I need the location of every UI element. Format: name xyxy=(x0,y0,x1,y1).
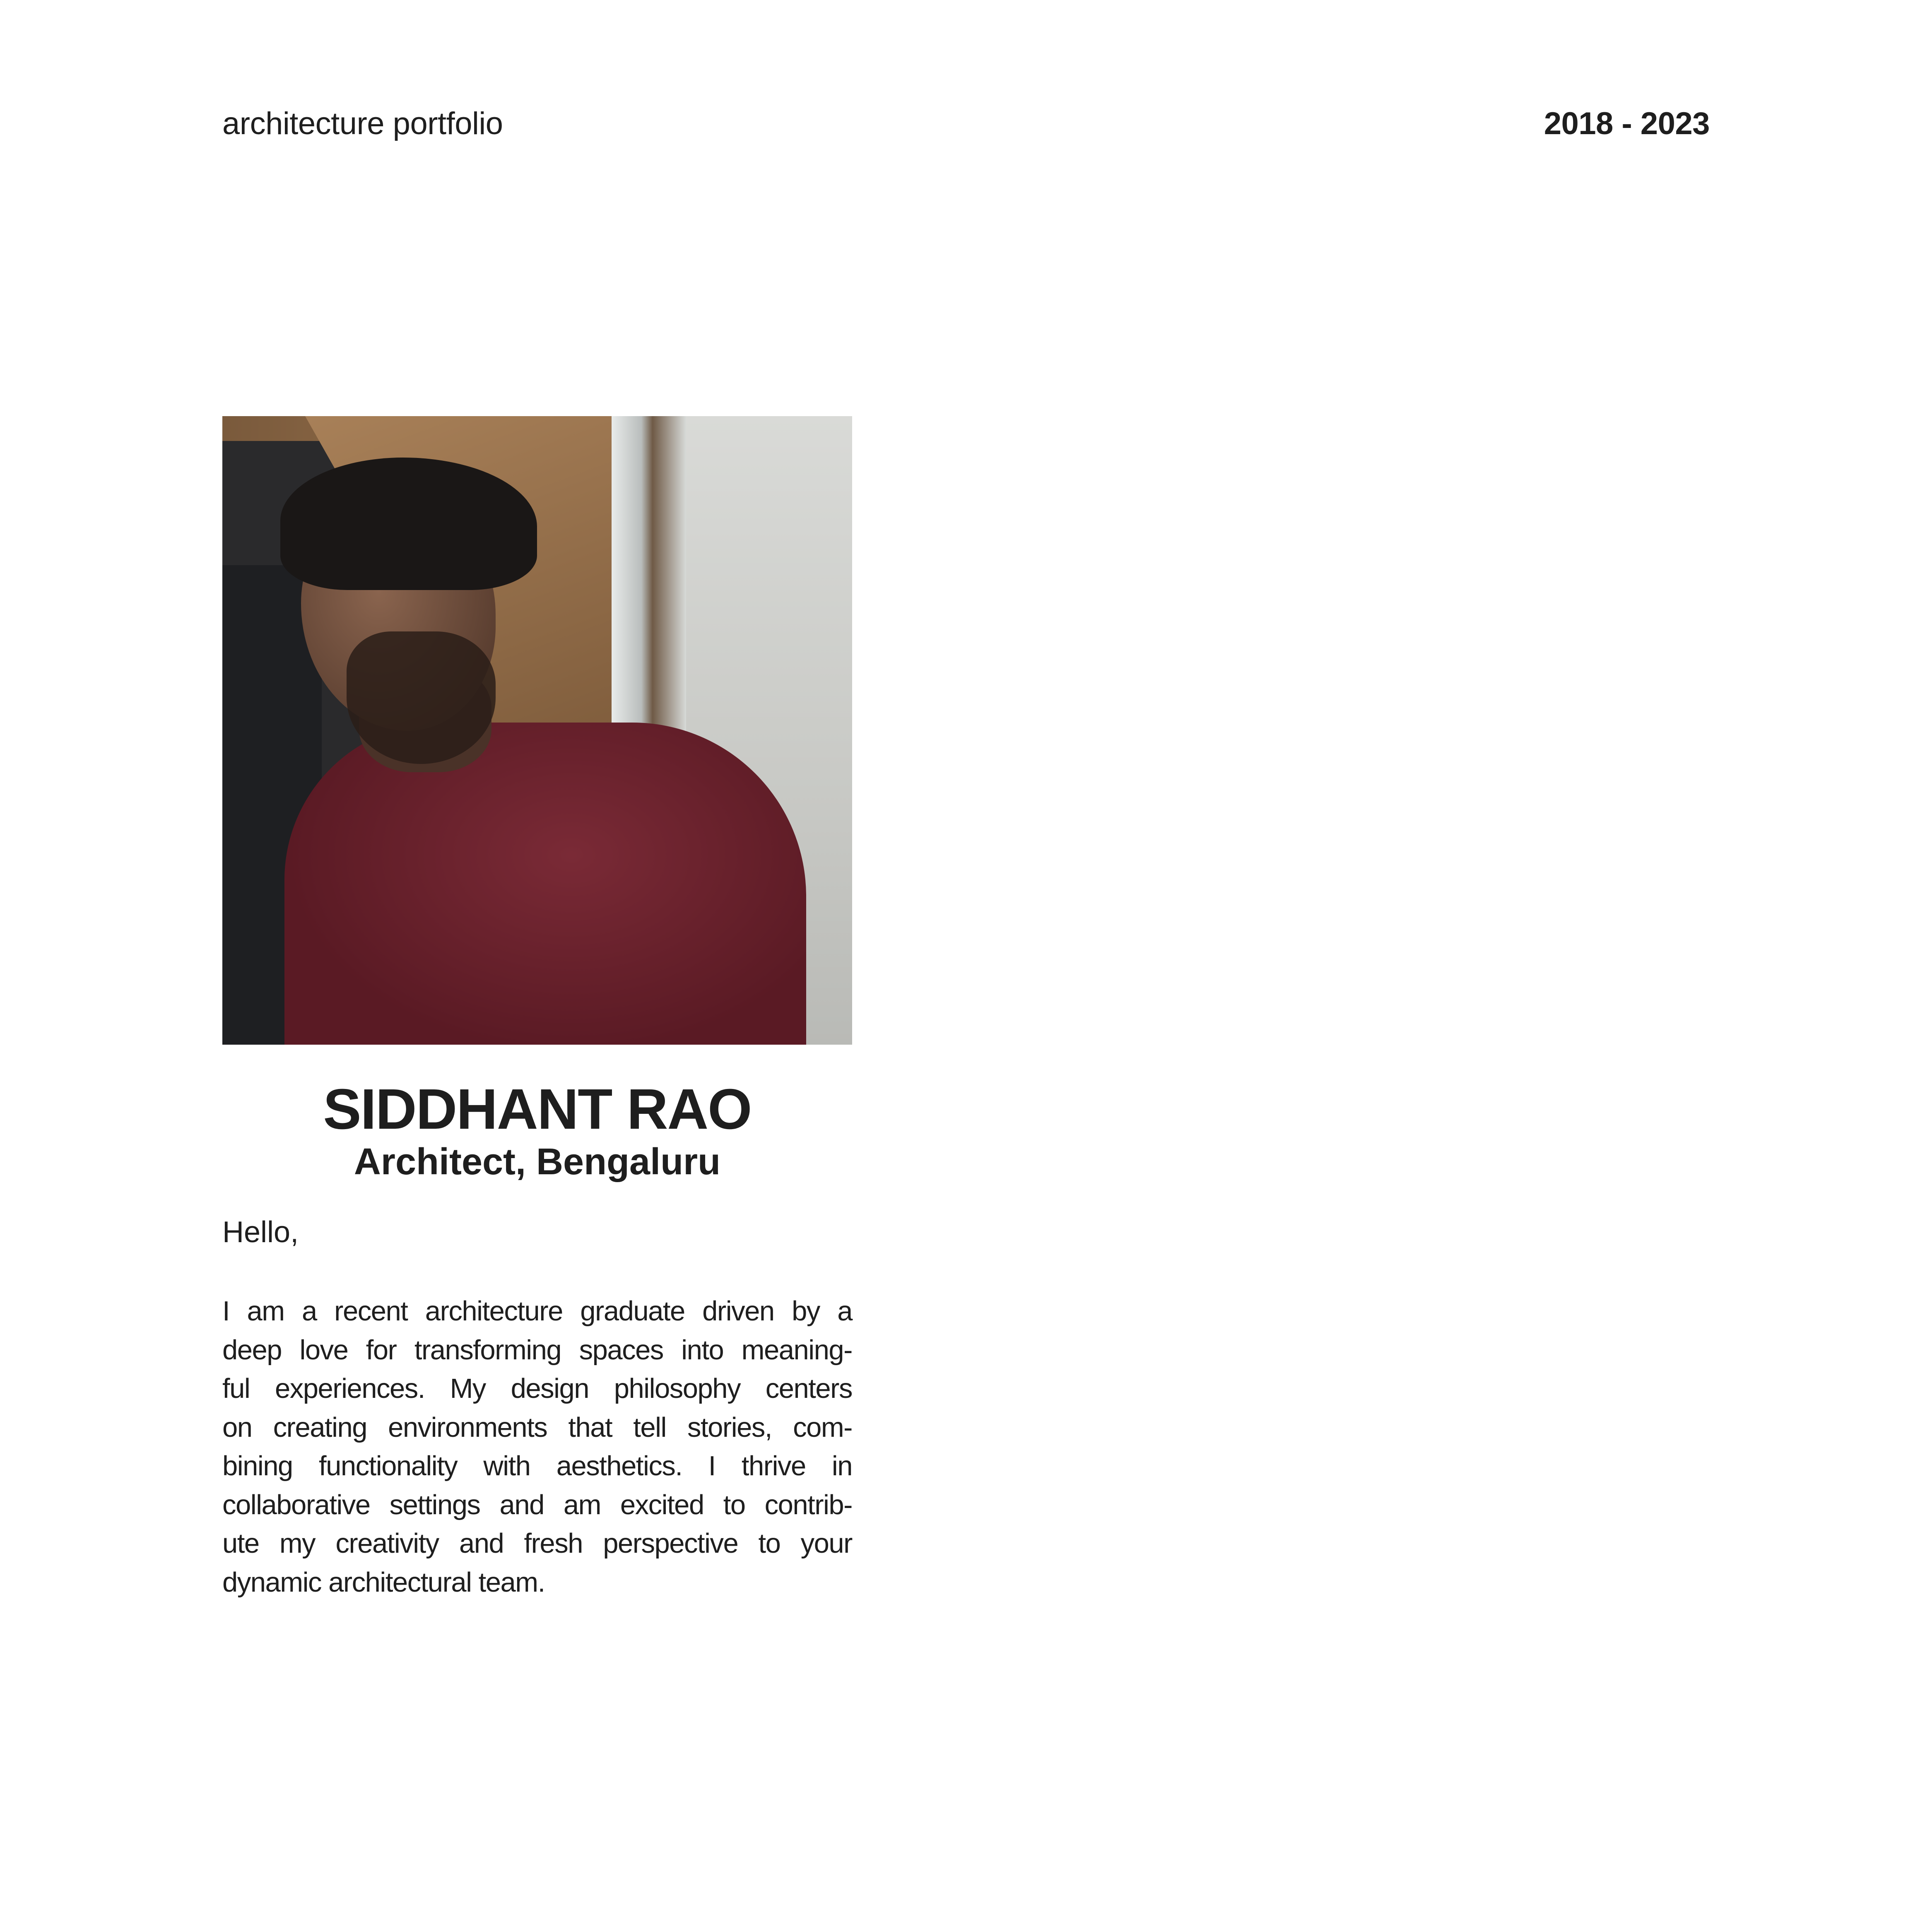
bio-line: ful experiences. My design philosophy centers xyxy=(222,1373,852,1404)
shirt xyxy=(284,723,806,1045)
profile-photo xyxy=(222,416,852,1045)
portfolio-title: architecture portfolio xyxy=(222,106,503,141)
person-name: SIDDHANT RAO xyxy=(323,1077,752,1141)
person-role: Architect, Bengaluru xyxy=(354,1141,721,1183)
bio-line: dynamic architectural team. xyxy=(222,1566,545,1598)
bio-line: on creating environments that tell stories, com- xyxy=(222,1412,852,1443)
bio-line: deep love for transforming spaces into meaning- xyxy=(222,1334,852,1366)
bio-line: ute my creativity and fresh perspective to your xyxy=(222,1528,852,1559)
bio-line: collaborative settings and am excited to contrib- xyxy=(222,1489,852,1520)
greeting: Hello, xyxy=(222,1216,299,1249)
bio-line: bining functionality with aesthetics. I thrive in xyxy=(222,1450,852,1482)
bio-paragraph xyxy=(222,1292,852,1602)
year-range: 2018 - 2023 xyxy=(1544,106,1710,141)
beard xyxy=(347,631,496,764)
bio-line: I am a recent architecture graduate driven by a xyxy=(222,1296,852,1327)
